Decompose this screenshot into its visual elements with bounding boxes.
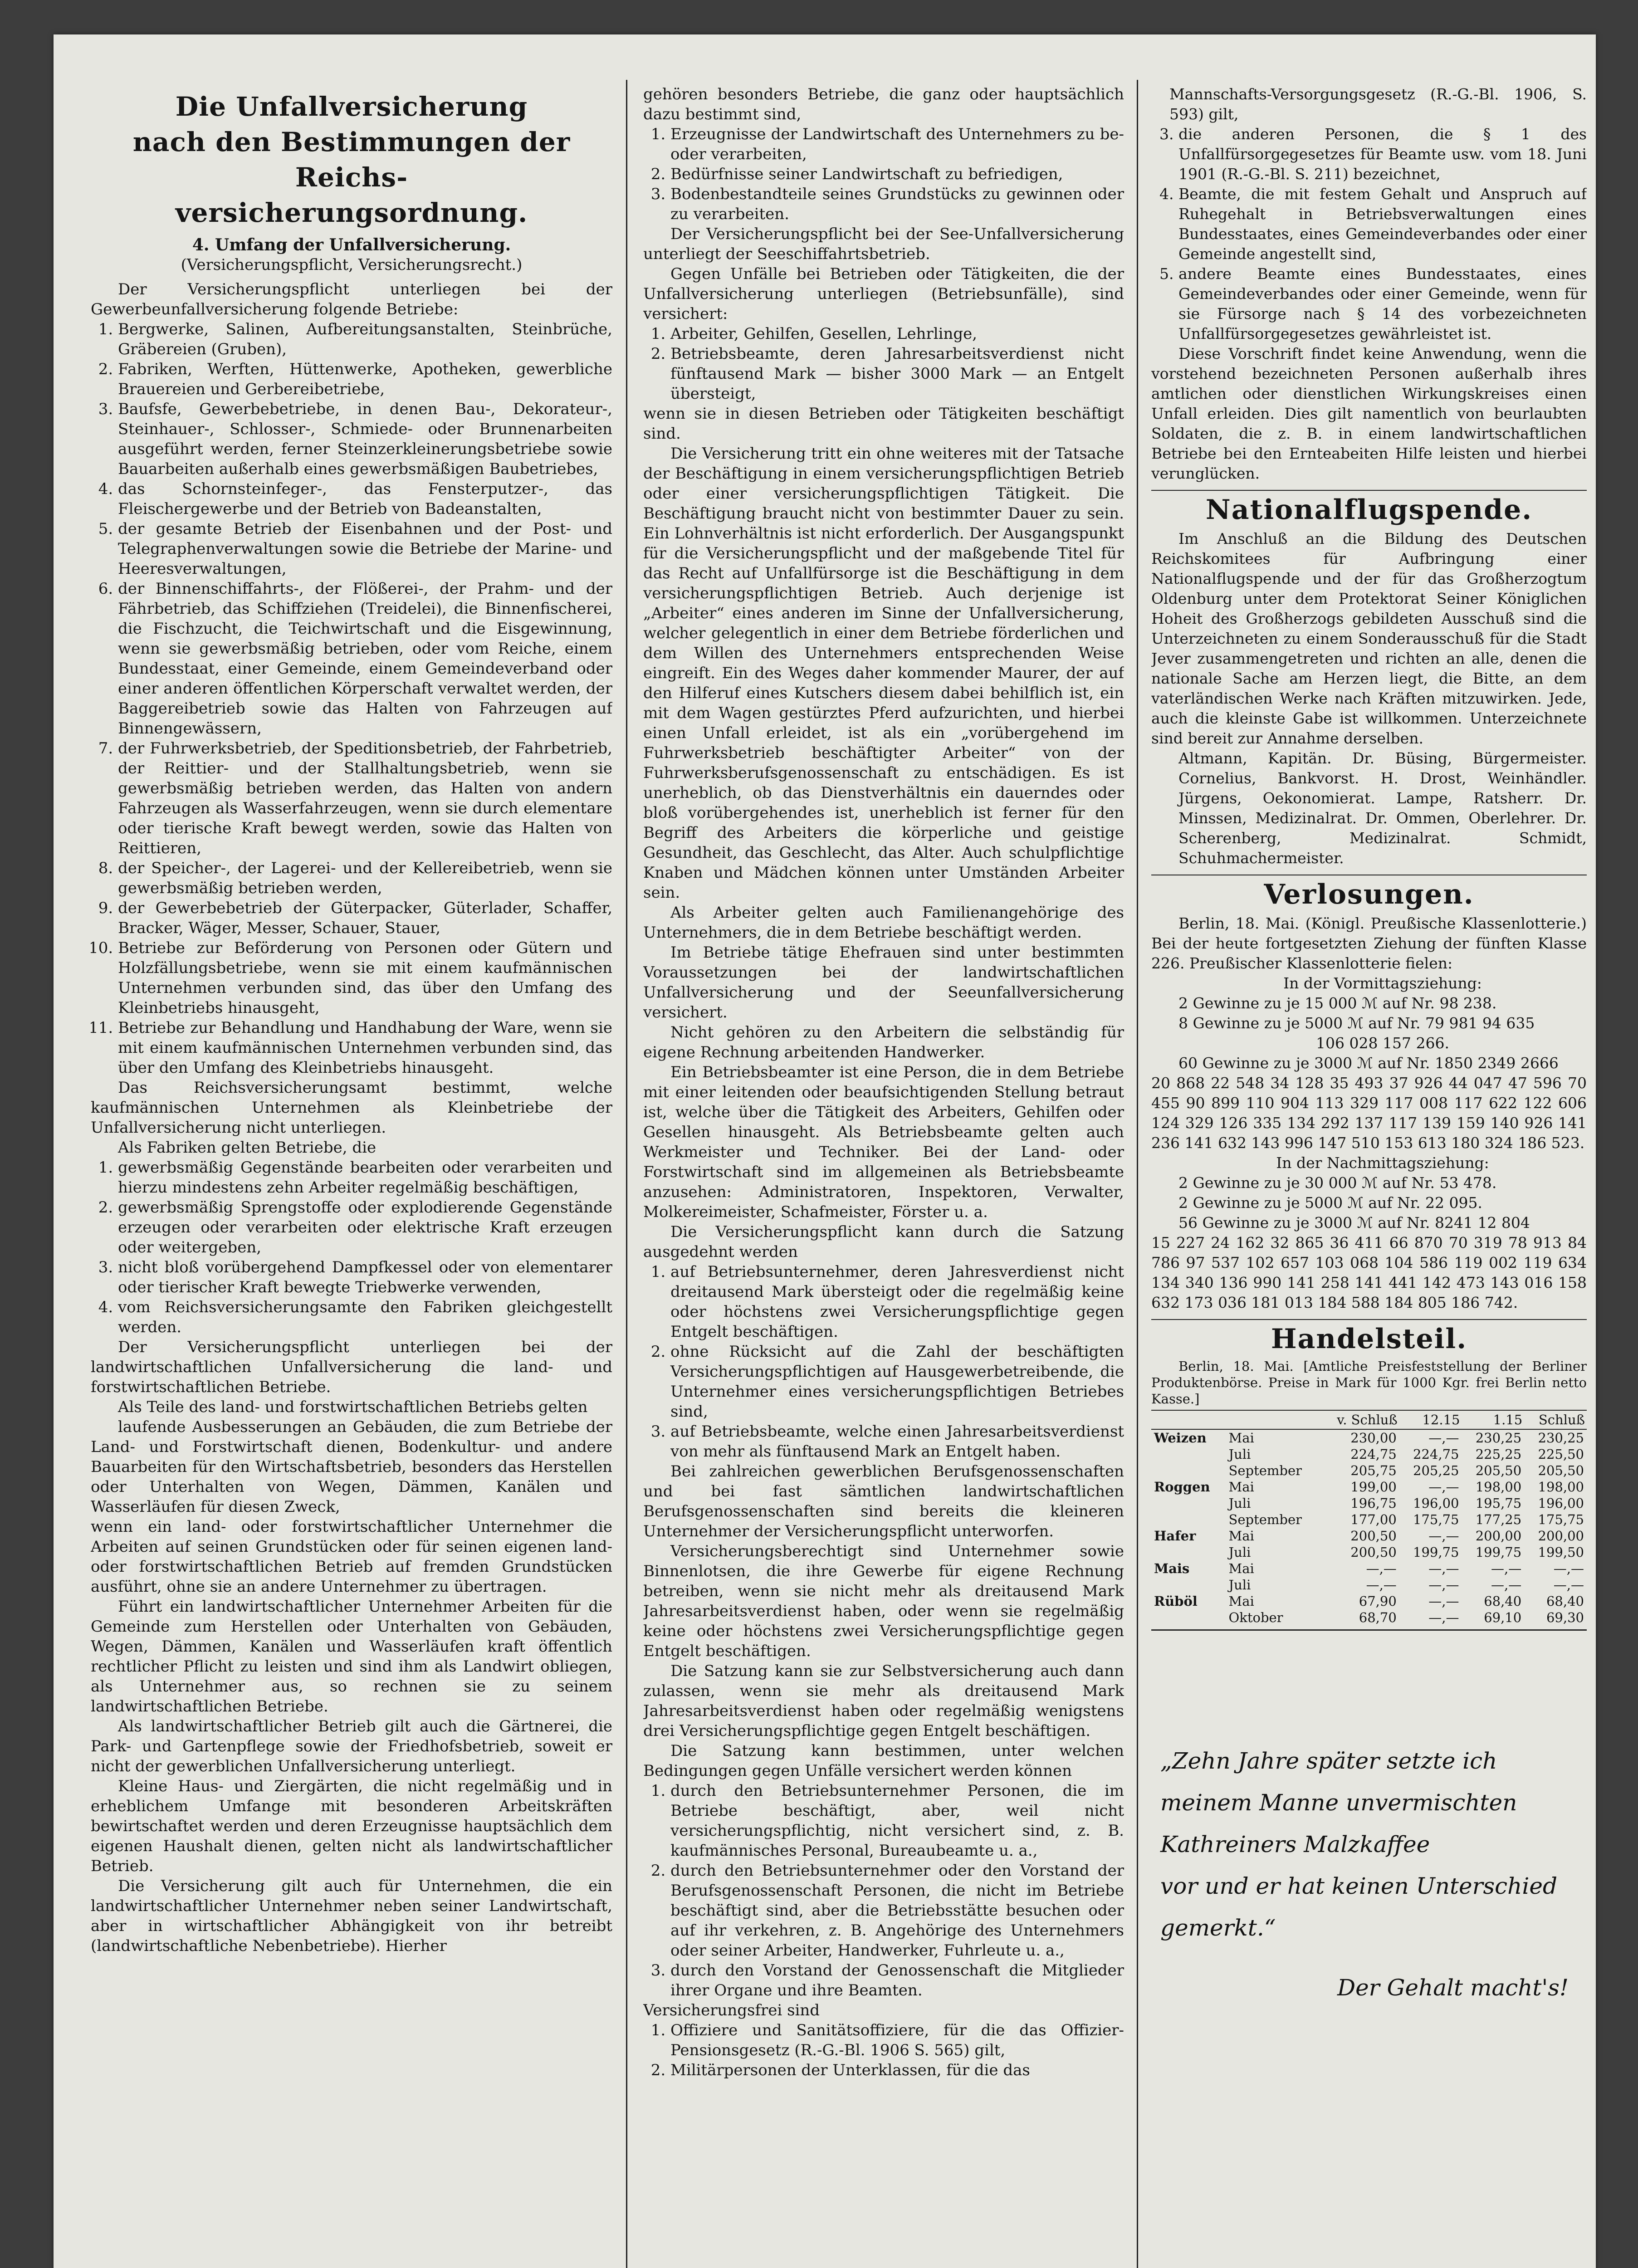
- list-item: 3. nicht bloß vorübergehend Dampfkessel oder von elementarer oder tierischer Kraft bewegte Triebwerke verwenden,: [118, 1257, 612, 1297]
- list-versichert: [643, 324, 1124, 404]
- table-body: [1151, 1429, 1587, 1626]
- price-cell: 175,75: [1538, 1512, 1584, 1527]
- paragraph: Der Versicherungspflicht unterliegen bei der Gewerbeunfallversicherung folgende Betriebe:: [91, 280, 612, 318]
- list-item: 5. der gesamte Betrieb der Eisenbahnen und der Post- und Telegraphenverwaltungen sowie die Betriebe der Marine- und Heeresverwaltungen,: [118, 519, 612, 579]
- list-bedingungen: [643, 1781, 1124, 2000]
- price-cell: —,—: [1366, 1561, 1397, 1576]
- month-cell: Oktober: [1228, 1610, 1283, 1625]
- headline-line: Die Unfallversicherung: [175, 91, 528, 122]
- price-cell: 177,00: [1350, 1512, 1397, 1527]
- table-header: 1.15: [1462, 1410, 1525, 1429]
- paragraph: Führt ein landwirtschaftlicher Unternehmer Arbeiten für die Gemeinde zum Herstellen oder Unterhalten von Gebäuden, Wegen, Dämmen, Kanälen und Wasserläufen kraft öffentlich rechtlicher Pflicht zu leisten und sind ihm als Landwirt obliegen, als Unternehmer aus, so rechnen sie zu seinem landwirtschaftlichen Betriebe.: [91, 1598, 612, 1716]
- price-cell: 200,50: [1350, 1545, 1397, 1560]
- column-divider: [1137, 80, 1138, 2268]
- month-cell: Juli: [1228, 1545, 1251, 1560]
- price-cell: 199,75: [1413, 1545, 1459, 1560]
- price-cell: 199,75: [1475, 1545, 1522, 1560]
- paragraph: Kleine Haus- und Ziergärten, die nicht regelmäßig und in erheblichem Umfange mit besonderen Arbeitskräften bewirtschaftet werden und deren Erzeugnisse hauptsächlich dem eigenen Haushalt dienen, gelten nicht als landwirtschaftlicher Betrieb.: [91, 1777, 612, 1875]
- price-cell: —,—: [1491, 1561, 1522, 1576]
- list-item: 2. durch den Betriebsunternehmer oder den Vorstand der Berufsgenossenschaft Personen, die nicht im Betriebe beschäftigt sind, aber die Betriebsstätte besuchen oder auf ihr verkehren, z. B. Angehörige des Unternehmers oder seiner Arbeiter, Handwerker, Fuhrleute u. a.,: [670, 1861, 1124, 1960]
- price-cell: 196,00: [1538, 1496, 1584, 1511]
- list-satzung: [643, 1262, 1124, 1461]
- paragraph: Versicherungsfrei sind: [643, 2001, 820, 2019]
- list-item: 3. Bodenbestandteile seines Grundstücks zu gewinnen oder zu verarbeiten.: [670, 184, 1124, 224]
- ad-signature: Der Gehalt macht's!: [1337, 1975, 1569, 2001]
- list-item: 10. Betriebe zur Beförderung von Personen oder Gütern und Holzfällungsbetriebe, wenn sie mit einem kaufmännischen Unternehmen verbunden sind, das über den Umfang des Kleinbetriebs hinausgeht,: [118, 938, 612, 1018]
- table-row: [1151, 1446, 1587, 1462]
- ad-line: „Zehn Jahre später setzte ich: [1160, 1748, 1497, 1774]
- table-row: [1151, 1429, 1587, 1446]
- list-item: 3. Baufsfe, Gewerbebetriebe, in denen Bau-, Dekorateur-, Steinhauer-, Schlosser-, Schmiede- oder Brunnenarbeiten ausgeführt werden, ferner Steinzerkleinerungsbetriebe sowie Bauarbeiten außerhalb eines gewerbsmäßigen Baubetriebes,: [118, 399, 612, 479]
- price-cell: 200,00: [1475, 1528, 1522, 1544]
- price-cell: 199,00: [1350, 1479, 1397, 1495]
- list-betriebe: [91, 319, 612, 1078]
- commodity-cell: Mais: [1154, 1561, 1190, 1576]
- draw-numbers: 20 868 22 548 34 128 35 493 37 926 44 047 47 596 70 455 90 899 110 904 113 329 117 008 117 622 122 606 124 329 126 335 134 292 137 117 139 159 140 926 141 236 141 632 143 996 147 510 153 613 180 324 186 523.: [1151, 1074, 1587, 1152]
- paragraph: Der Versicherungspflicht bei der See-Unfallversicherung unterliegt der Seeschiffahrtsbetrieb.: [643, 225, 1124, 263]
- list-frei: [643, 2020, 1124, 2080]
- list-fabriken: [91, 1158, 612, 1337]
- ad-line: vor und er hat keinen Unterschied: [1160, 1873, 1557, 1899]
- paragraph: Als Fabriken gelten Betriebe, die: [118, 1139, 376, 1157]
- draw-heading: In der Nachmittagsziehung:: [1276, 1154, 1489, 1172]
- price-cell: 177,25: [1475, 1512, 1522, 1527]
- list-item: 6. der Binnenschiffahrts-, der Flößerei-, der Prahm- und der Fährbetrieb, das Schiffziehen (Treidelei), die Binnenfischerei, die Fischzucht, die Teichwirtschaft und die Eisgewinnung, wenn sie gewerbsmäßig betrieben, oder vom Reiche, einem Bundesstaat, einer Gemeinde, einem Gemeindeverband oder einer anderen öffentlichen Körperschaft verwaltet werden, der Baggereibetrieb sowie das Halten von Fahrzeugen auf Binnengewässern,: [118, 579, 612, 738]
- section-divider: [1151, 1319, 1587, 1320]
- list-frei-cont: [1151, 124, 1587, 344]
- draw-line: 56 Gewinne zu je 3000 ℳ auf Nr. 8241 12 804: [1178, 1214, 1530, 1232]
- draw-line: 8 Gewinne zu je 5000 ℳ auf Nr. 79 981 94 635: [1178, 1014, 1535, 1032]
- price-cell: 230,25: [1538, 1430, 1584, 1446]
- headline-line: nach den Bestimmungen der Reichs-: [132, 127, 571, 193]
- commodity-cell: Roggen: [1154, 1479, 1210, 1495]
- paragraph: Versicherungsberechtigt sind Unternehmer sowie Binnenlotsen, die ihre Gewerbe für eigene Rechnung betreiben, wenn sie nicht mehr als dreitausend Mark Jahresarbeitsverdienst haben, oder wenn sie regelmäßig keine oder höchstens zwei Versicherungspflichtige gegen Entgelt beschäftigen.: [643, 1542, 1124, 1660]
- price-cell: —,—: [1491, 1577, 1522, 1593]
- table-header: [1151, 1410, 1226, 1429]
- paragraph: wenn sie in diesen Betrieben oder Tätigkeiten beschäftigt sind.: [643, 405, 1124, 443]
- paragraph: wenn ein land- oder forstwirtschaftlicher Unternehmer die Arbeiten auf seinen Grundstücken oder für seinen eigenen land- oder forstwirtschaftlichen Betrieb auf fremden Grundstücken ausführt, ohne sie an andere Unternehmer zu übertragen.: [91, 1518, 612, 1596]
- commodity-cell: Rüböl: [1154, 1593, 1198, 1609]
- price-cell: —,—: [1428, 1577, 1459, 1593]
- section-divider: [1151, 490, 1587, 491]
- commodity-cell: Hafer: [1154, 1528, 1196, 1544]
- paragraph: gehören besonders Betriebe, die ganz oder hauptsächlich dazu bestimmt sind,: [643, 85, 1124, 123]
- list-item: 3. auf Betriebsbeamte, welche einen Jahresarbeitsverdienst von mehr als fünftausend Mark an Entgelt haben.: [670, 1422, 1124, 1461]
- commodity-cell: [1151, 1609, 1226, 1626]
- paragraph: Das Reichsversicherungsamt bestimmt, welche kaufmännischen Unternehmen als Kleinbetriebe der Unfallversicherung nicht unterliegen.: [91, 1079, 612, 1137]
- paragraph: Die Versicherung gilt auch für Unternehmen, die ein landwirtschaftlicher Unternehmer neben seiner Landwirtschaft, aber in wirtschaftlicher Abhängigkeit von ihr betreibt (landwirtschaftliche Nebenbetriebe). Hierher: [91, 1877, 612, 1955]
- price-cell: 224,75: [1350, 1447, 1397, 1462]
- list-item: 2. Bedürfnisse seiner Landwirtschaft zu befriedigen,: [670, 164, 1124, 184]
- price-cell: 196,75: [1350, 1496, 1397, 1511]
- list-item: 1. Erzeugnisse der Landwirtschaft des Unternehmers zu be- oder verarbeiten,: [670, 124, 1124, 164]
- signatories: Altmann, Kapitän. Dr. Büsing, Bürgermeister. Cornelius, Bankvorst. H. Drost, Weinhändler. Jürgens, Oekonomierat. Lampe, Ratsherr. Dr. Minssen, Medizinalrat. Dr. Ommen, Oberlehrer. Dr. Scherenberg, Medizinalrat. Schmidt, Schuhmachermeister.: [1178, 749, 1587, 867]
- ad-line: gemerkt.“: [1160, 1915, 1276, 1941]
- paragraph: Als Arbeiter gelten auch Familienangehörige des Unternehmers, die in dem Betriebe beschäftigt werden.: [643, 904, 1124, 942]
- price-cell: 175,75: [1413, 1512, 1459, 1527]
- price-cell: 200,00: [1538, 1528, 1584, 1544]
- month-cell: Juli: [1228, 1447, 1251, 1462]
- newspaper-page: [54, 34, 1596, 2268]
- price-cell: 200,50: [1350, 1528, 1397, 1544]
- month-cell: September: [1228, 1512, 1302, 1527]
- price-cell: —,—: [1553, 1561, 1584, 1576]
- draw-heading: In der Vormittagsziehung:: [1283, 974, 1482, 992]
- price-cell: —,—: [1428, 1479, 1459, 1495]
- section-title-nationalflugspende: Nationalflugspende.: [1205, 494, 1533, 526]
- paragraph: Berlin, 18. Mai. [Amtliche Preisfeststellung der Berliner Produktenbörse. Preise in Mark für 1000 Kgr. frei Berlin netto Kasse.]: [1151, 1359, 1587, 1407]
- table-row: [1151, 1560, 1587, 1577]
- draw-line: 2 Gewinne zu je 30 000 ℳ auf Nr. 53 478.: [1178, 1174, 1497, 1192]
- article-subhead-2: (Versicherungspflicht, Versicherungsrecht.): [181, 256, 523, 274]
- price-cell: —,—: [1428, 1528, 1459, 1544]
- price-cell: 195,75: [1475, 1496, 1522, 1511]
- month-cell: Juli: [1228, 1496, 1251, 1511]
- list-item: 11. Betriebe zur Behandlung und Handhabung der Ware, wenn sie mit einem kaufmännischen Unternehmen verbunden sind, das über den Umfang des Kleinbetriebs hinausgeht.: [118, 1018, 612, 1078]
- commodity-cell: [1151, 1446, 1226, 1462]
- column-divider: [626, 80, 627, 2268]
- month-cell: Mai: [1228, 1430, 1254, 1446]
- price-cell: 205,25: [1413, 1463, 1459, 1478]
- commodity-cell: [1151, 1577, 1226, 1593]
- draw-line: 2 Gewinne zu je 15 000 ℳ auf Nr. 98 238.: [1178, 994, 1497, 1012]
- list-item: 5. andere Beamte eines Bundesstaates, eines Gemeindeverbandes oder einer Gemeinde, wenn für sie Fürsorge nach § 14 des vorbezeichneten Unfallfürsorgegesetzes gewährleistet ist.: [1178, 264, 1587, 344]
- paragraph: Die Versicherung tritt ein ohne weiteres mit der Tatsache der Beschäftigung in einem versicherungspflichtigen Betrieb oder einer versicherungspflichtigen Tätigkeit. Die Beschäftigung braucht nicht von bestimmter Dauer zu sein. Ein Lohnverhältnis ist nicht erforderlich. Der Ausgangspunkt für die Versicherungspflicht und der maßgebende Titel für das Recht auf Unfallfürsorge ist die Beschäftigung in dem versicherungspflichtigen Betrieb. Auch derjenige ist „Arbeiter“ eines anderen im Sinne der Unfallversicherung, welcher gelegentlich in einer dem Betriebe förderlichen und dem Willen des Unternehmers entsprechenden Weise eingreift. Ein des Weges daher kommender Maurer, der auf den Hilferuf eines Kutschers diesem dabei behilflich ist, ein mit dem Wagen gestürztes Pferd aufzurichten, und hierbei einen Unfall erleidet, ist als ein „vorübergehend im Fuhrwerksbetrieb beschäftigter Arbeiter“ von der Fuhrwerksberufsgenossenschaft zu entschädigen. Es ist unerheblich, ob das Dienstverhältnis ein dauerndes oder bloß vorübergehendes ist, unerheblich ist ferner für den Begriff des Arbeiters die körperliche und geistige Gesundheit, das Geschlecht, das Alter. Auch schulpflichtige Knaben und Mädchen können unter Umständen Arbeiter sein.: [643, 445, 1124, 902]
- ad-line: Kathreiners Malzkaffee: [1160, 1831, 1430, 1857]
- kathreiner-advertisement: [1160, 1740, 1569, 2012]
- month-cell: Mai: [1228, 1561, 1254, 1576]
- list-item: 4. vom Reichsversicherungsamte den Fabriken gleichgestellt werden.: [118, 1297, 612, 1337]
- paragraph: Als Teile des land- und forstwirtschaftlichen Betriebs gelten: [118, 1398, 588, 1416]
- table-row: [1151, 1544, 1587, 1560]
- commodity-cell: [1151, 1462, 1226, 1479]
- paragraph: Nicht gehören zu den Arbeitern die selbständig für eigene Rechnung arbeitenden Handwerker.: [643, 1023, 1124, 1061]
- list-item: 2. ohne Rücksicht auf die Zahl der beschäftigten Versicherungspflichtigen auf Hausgewerbetreibende, die Unternehmer eines versicherungspflichtigen Betriebes sind,: [670, 1342, 1124, 1422]
- list-item: 1. Arbeiter, Gehilfen, Gesellen, Lehrlinge,: [670, 324, 1124, 344]
- list-item: 8. der Speicher-, der Lagerei- und der Kellereibetrieb, wenn sie gewerbsmäßig betrieben werden,: [118, 858, 612, 898]
- paragraph: Ein Betriebsbeamter ist eine Person, die in dem Betriebe mit einer leitenden oder beaufsichtigenden Stellung betraut ist, welche über die Tätigkeit des Arbeiters, Gehilfen oder Gesellen hinausgeht. Als Betriebsbeamte gelten auch Werkmeister und Techniker. Bei der Land- oder Forstwirtschaft sind im allgemeinen als Betriebsbeamte anzusehen: Administratoren, Inspektoren, Verwalter, Molkereimeister, Schafmeister, Förster u. a.: [643, 1063, 1124, 1221]
- table-row: [1151, 1528, 1587, 1544]
- list-item: 1. Bergwerke, Salinen, Aufbereitungsanstalten, Steinbrüche, Gräbereien (Gruben),: [118, 319, 612, 359]
- commodity-cell: [1151, 1495, 1226, 1511]
- list-item: 3. durch den Vorstand der Genossenschaft die Mitglieder ihrer Organe und ihre Beamten.: [670, 1960, 1124, 2000]
- draw-numbers: 15 227 24 162 32 865 36 411 66 870 70 319 78 913 84 786 97 537 102 657 103 068 104 586 119 002 119 634 134 340 136 990 141 258 141 441 142 473 143 016 158 632 173 036 181 013 184 588 184 805 186 742.: [1151, 1234, 1587, 1311]
- list-item: 2. Betriebsbeamte, deren Jahresarbeitsverdienst nicht fünftausend Mark — bisher 3000 Mark — an Entgelt übersteigt,: [670, 344, 1124, 404]
- table-row: [1151, 1609, 1587, 1626]
- draw-line: 60 Gewinne zu je 3000 ℳ auf Nr. 1850 2349 2666: [1178, 1054, 1559, 1072]
- price-cell: 224,75: [1413, 1447, 1459, 1462]
- list-item: 1. Offiziere und Sanitätsoffiziere, für die das Offizier-Pensionsgesetz (R.-G.-Bl. 1906 S. 565) gilt,: [670, 2020, 1124, 2060]
- list-item: 4. das Schornsteinfeger-, das Fensterputzer-, das Fleischergewerbe und der Betrieb von Badeanstalten,: [118, 479, 612, 519]
- price-cell: —,—: [1428, 1610, 1459, 1625]
- month-cell: Mai: [1228, 1479, 1254, 1495]
- price-cell: 67,90: [1359, 1593, 1397, 1609]
- paragraph: Gegen Unfälle bei Betrieben oder Tätigkeiten, die der Unfallversicherung unterliegen (Betriebsunfälle), sind versichert:: [643, 265, 1124, 323]
- list-nebenbetriebe: [643, 124, 1124, 224]
- price-cell: 225,50: [1538, 1447, 1584, 1462]
- price-cell: 199,50: [1538, 1545, 1584, 1560]
- headline-line: versicherungsordnung.: [175, 197, 528, 228]
- table-header: Schluß: [1524, 1410, 1587, 1429]
- month-cell: Mai: [1228, 1593, 1254, 1609]
- commodity-cell: [1151, 1544, 1226, 1560]
- table-header: v. Schluß: [1321, 1410, 1399, 1429]
- paragraph: Mannschafts-Versorgungsgesetz (R.-G.-Bl. 1906, S. 593) gilt,: [1169, 85, 1587, 123]
- price-cell: 198,00: [1475, 1479, 1522, 1495]
- price-cell: —,—: [1428, 1561, 1459, 1576]
- month-cell: Juli: [1228, 1577, 1251, 1593]
- price-cell: 205,50: [1538, 1463, 1584, 1478]
- paragraph: Bei zahlreichen gewerblichen Berufsgenossenschaften und bei fast sämtlichen landwirtschaftlichen Berufsgenossenschaften sind bereits die kleineren Unternehmer der Versicherungspflicht unterworfen.: [643, 1462, 1124, 1540]
- draw-line: 106 028 157 266.: [1316, 1034, 1449, 1052]
- price-cell: —,—: [1428, 1593, 1459, 1609]
- price-cell: 205,50: [1475, 1463, 1522, 1478]
- section-title-verlosungen: Verlosungen.: [1264, 879, 1474, 910]
- paragraph: Berlin, 18. Mai. (Königl. Preußische Klassenlotterie.) Bei der heute fortgesetzten Ziehung der fünften Klasse 226. Preußischer Klassenlotterie fielen:: [1151, 914, 1587, 972]
- paragraph: Als landwirtschaftlicher Betrieb gilt auch die Gärtnerei, die Park- und Gartenpflege sowie der Friedhofsbetrieb, soweit er nicht der gewerblichen Unfallversicherung unterliegt.: [91, 1717, 612, 1775]
- price-cell: 68,40: [1546, 1593, 1584, 1609]
- price-cell: 68,40: [1484, 1593, 1522, 1609]
- price-cell: 68,70: [1359, 1610, 1397, 1625]
- article-subhead: 4. Umfang der Unfallversicherung.: [192, 235, 511, 254]
- month-cell: September: [1228, 1463, 1302, 1478]
- list-item: 1. durch den Betriebsunternehmer Personen, die im Betriebe beschäftigt, aber, weil nicht versicherungspflichtig, nicht versichert sind, z. B. kaufmännisches Personal, Bureaubeamte u. a.,: [670, 1781, 1124, 1861]
- paragraph: Im Anschluß an die Bildung des Deutschen Reichskomitees für Aufbringung einer Nationalflugspende und der für das Großherzogtum Oldenburg unter dem Protektorat Seiner Königlichen Hoheit des Großherzogs gebildeten Ausschuß sind die Unterzeichneten zu einem Sonderausschuß für die Stadt Jever zusammengetreten und richten an alle, denen die nationale Sache am Herzen liegt, die Bitte, an dem vaterländischen Werke nach Kräften mitzuwirken. Jede, auch die kleinste Gabe ist willkommen. Unterzeichnete sind bereit zur Annahme derselben.: [1151, 530, 1587, 747]
- price-cell: 205,75: [1350, 1463, 1397, 1478]
- list-item: 9. der Gewerbebetrieb der Güterpacker, Güterlader, Schaffer, Bracker, Wäger, Messer, Schauer, Stauer,: [118, 898, 612, 938]
- commodity-cell: [1151, 1511, 1226, 1528]
- section-divider: [1151, 1629, 1587, 1631]
- list-item: 4. Beamte, die mit festem Gehalt und Anspruch auf Ruhegehalt in Betriebsverwaltungen eines Bundesstaates, eines Gemeindeverbandes oder einer Gemeinde angestellt sind,: [1178, 184, 1587, 264]
- price-cell: 198,00: [1538, 1479, 1584, 1495]
- table-header-row: [1151, 1410, 1587, 1429]
- price-cell: —,—: [1428, 1430, 1459, 1446]
- list-item: 1. auf Betriebsunternehmer, deren Jahresverdienst nicht dreitausend Mark übersteigt oder die regelmäßig keine oder höchstens zwei Versicherungspflichtige gegen Entgelt beschäftigen.: [670, 1262, 1124, 1342]
- table-row: [1151, 1495, 1587, 1511]
- paragraph: Der Versicherungspflicht unterliegen bei der landwirtschaftlichen Unfallversicherung die land- und forstwirtschaftlichen Betriebe.: [91, 1338, 612, 1396]
- ad-line: meinem Manne unvermischten: [1160, 1789, 1517, 1816]
- commodity-cell: Weizen: [1154, 1430, 1207, 1446]
- table-row: [1151, 1462, 1587, 1479]
- price-cell: 196,00: [1413, 1496, 1459, 1511]
- price-cell: 69,30: [1546, 1610, 1584, 1625]
- section-title-handelsteil: Handelsteil.: [1271, 1323, 1467, 1355]
- price-cell: —,—: [1553, 1577, 1584, 1593]
- list-item: 1. gewerbsmäßig Gegenstände bearbeiten oder verarbeiten und hierzu mindestens zehn Arbeiter regelmäßig beschäftigen,: [118, 1158, 612, 1198]
- price-cell: —,—: [1366, 1577, 1397, 1593]
- list-item: 2. Fabriken, Werften, Hüttenwerke, Apotheken, gewerbliche Brauereien und Gerbereibetriebe,: [118, 359, 612, 399]
- table-row: [1151, 1511, 1587, 1528]
- table-row: [1151, 1593, 1587, 1609]
- price-cell: 230,00: [1350, 1430, 1397, 1446]
- paragraph: Im Betriebe tätige Ehefrauen sind unter bestimmten Voraussetzungen bei der landwirtschaftlichen Unfallversicherung und der Seeunfallversicherung versichert.: [643, 943, 1124, 1022]
- table-header: [1226, 1410, 1322, 1429]
- paragraph: Die Satzung kann bestimmen, unter welchen Bedingungen gegen Unfälle versichert werden können: [643, 1742, 1124, 1780]
- price-cell: 230,25: [1475, 1430, 1522, 1446]
- month-cell: Mai: [1228, 1528, 1254, 1544]
- price-cell: 69,10: [1484, 1610, 1522, 1625]
- paragraph: laufende Ausbesserungen an Gebäuden, die zum Betriebe der Land- und Forstwirtschaft dienen, Bodenkultur- und andere Bauarbeiten für den Wirtschaftsbetrieb, besonders das Herstellen oder Unterhalten von Wegen, Dämmen, Kanälen und Wasserläufen für diesen Zweck,: [91, 1418, 612, 1516]
- table-header: 12.15: [1399, 1410, 1462, 1429]
- paragraph: Die Versicherungspflicht kann durch die Satzung ausgedehnt werden: [643, 1223, 1124, 1261]
- list-item: 2. Militärpersonen der Unterklassen, für die das: [670, 2060, 1124, 2080]
- column-1: [91, 89, 612, 2266]
- list-item: 2. gewerbsmäßig Sprengstoffe oder explodierende Gegenstände erzeugen oder verarbeiten oder elektrische Kraft erzeugen oder weitergeben,: [118, 1198, 612, 1257]
- paragraph: Diese Vorschrift findet keine Anwendung, wenn die vorstehend bezeichneten Personen außerhalb ihres amtlichen oder dienstlichen Wirkungskreises einen Unfall erleiden. Dies gilt namentlich von beurlaubten Soldaten, die z. B. in einem landwirtschaftlichen Betriebe bei den Ernteabeiten Hilfe leisten und hierbei verunglücken.: [1151, 345, 1587, 482]
- article-headline: [91, 89, 612, 230]
- column-2: [643, 84, 1124, 2268]
- table-row: [1151, 1577, 1587, 1593]
- list-item: 7. der Fuhrwerksbetrieb, der Speditionsbetrieb, der Fahrbetrieb, der Reittier- und der Stallhaltungsbetrieb, wenn sie gewerbsmäßig betrieben werden, das Halten von andern Fahrzeugen als Wasserfahrzeugen, wenn sie durch elementare oder tierische Kraft bewegt werden, sowie das Halten von Reittieren,: [118, 738, 612, 858]
- table-row: [1151, 1479, 1587, 1495]
- list-item: 3. die anderen Personen, die § 1 des Unfallfürsorgegesetzes für Beamte usw. vom 18. Juni 1901 (R.-G.-Bl. S. 211) bezeichnet,: [1178, 124, 1587, 184]
- draw-line: 2 Gewinne zu je 5000 ℳ auf Nr. 22 095.: [1178, 1194, 1482, 1212]
- price-cell: 225,25: [1475, 1447, 1522, 1462]
- paragraph: Die Satzung kann sie zur Selbstversicherung auch dann zulassen, wenn sie mehr als dreitausend Mark Jahresarbeitsverdienst haben oder regelmäßig wenigstens drei Versicherungspflichtige gegen Entgelt beschäftigen.: [643, 1662, 1124, 1740]
- market-price-table: [1151, 1410, 1587, 1626]
